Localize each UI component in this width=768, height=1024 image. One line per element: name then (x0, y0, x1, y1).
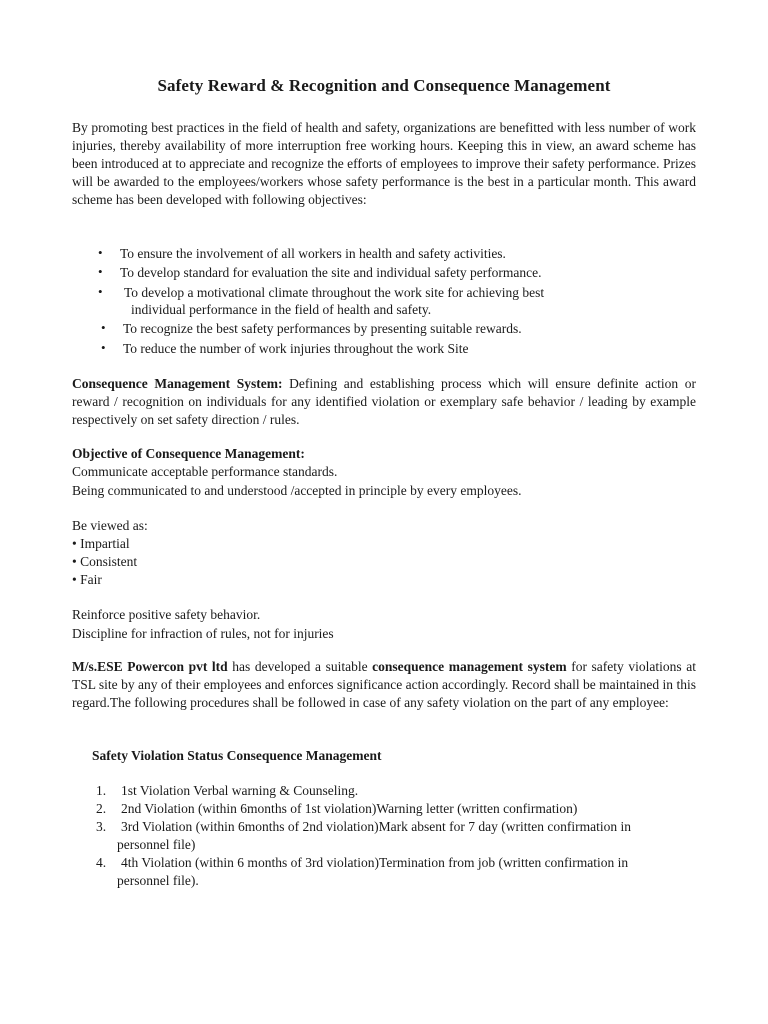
bullet-symbol: • (98, 245, 103, 260)
objective-heading: Objective of Consequence Management: (72, 446, 305, 461)
viewed-label: Be viewed as: (72, 518, 148, 533)
list-item: To develop a motivational climate throughout the work site for achieving best (124, 285, 545, 300)
violation-heading: Safety Violation Status Consequence Management (92, 748, 382, 763)
bullet-symbol: • (98, 264, 103, 279)
cms-label: Consequence Management System: (72, 376, 283, 391)
reinforce-line-2: Discipline for infraction of rules, not for injuries (72, 626, 334, 641)
bullet-symbol: • (101, 340, 106, 355)
viewed-item: • Impartial (72, 536, 130, 551)
bullet-symbol: • (98, 284, 103, 299)
company-paragraph (72, 658, 696, 712)
company-system: consequence management system (372, 659, 567, 674)
list-item: 2nd Violation (within 6months of 1st violation)Warning letter (written confirmation) (121, 801, 578, 816)
company-text-1: has developed a suitable (227, 659, 373, 674)
list-item-continuation: personnel file) (117, 837, 196, 852)
objective-line-2: Being communicated to and understood /accepted in principle by every employees. (72, 483, 522, 498)
reinforce-line-1: Reinforce positive safety behavior. (72, 607, 261, 622)
cms-text: Defining and establishing process which will ensure definite action or reward / recognition on individuals for any identified violation or exemplary safe behavior / leading by example respectively on set safety direction / rules. (72, 376, 696, 427)
list-item: To ensure the involvement of all workers in health and safety activities. (120, 246, 506, 261)
list-number: 2. (96, 801, 107, 816)
intro-paragraph: By promoting best practices in the field of health and safety, organizations are benefitted with less number of work injuries, thereby availability of more interruption free working hours. Keeping this in view, an award scheme has been introduced at to appreciate and recognize the efforts of employees to improve their safety performance. Prizes will be awarded to the employees/workers whose safety performance is the best in a particular month. This award scheme has been developed with following objectives: (72, 120, 696, 207)
viewed-item: • Fair (72, 572, 102, 587)
list-item: To develop standard for evaluation the site and individual safety performance. (120, 265, 542, 280)
list-number: 4. (96, 855, 107, 870)
objective-line-1: Communicate acceptable performance standards. (72, 464, 338, 479)
list-item: 1st Violation Verbal warning & Counseling. (121, 783, 359, 798)
viewed-item: • Consistent (72, 554, 138, 569)
company-name: M/s.ESE Powercon pvt ltd (72, 659, 228, 674)
list-item-continuation: individual performance in the field of health and safety. (131, 302, 432, 317)
list-item-continuation: personnel file). (117, 873, 199, 888)
list-item: To reduce the number of work injuries throughout the work Site (123, 341, 469, 356)
list-item: 4th Violation (within 6 months of 3rd violation)Termination from job (written confirmation in (121, 855, 629, 870)
page-title: Safety Reward & Recognition and Consequence Management (157, 76, 611, 95)
list-number: 1. (96, 783, 107, 798)
bullet-symbol: • (101, 320, 106, 335)
list-item: To recognize the best safety performances by presenting suitable rewards. (123, 321, 522, 336)
company-text-2: for safety violations at TSL site by any of their employees and enforces significance action accordingly. Record shall be maintained in this regard.The following procedures shall be followed in case of any safety violation on the part of any employee: (72, 659, 696, 710)
cms-paragraph (72, 375, 696, 429)
list-number: 3. (96, 819, 107, 834)
list-item: 3rd Violation (within 6months of 2nd violation)Mark absent for 7 day (written confirmation in (121, 819, 631, 834)
